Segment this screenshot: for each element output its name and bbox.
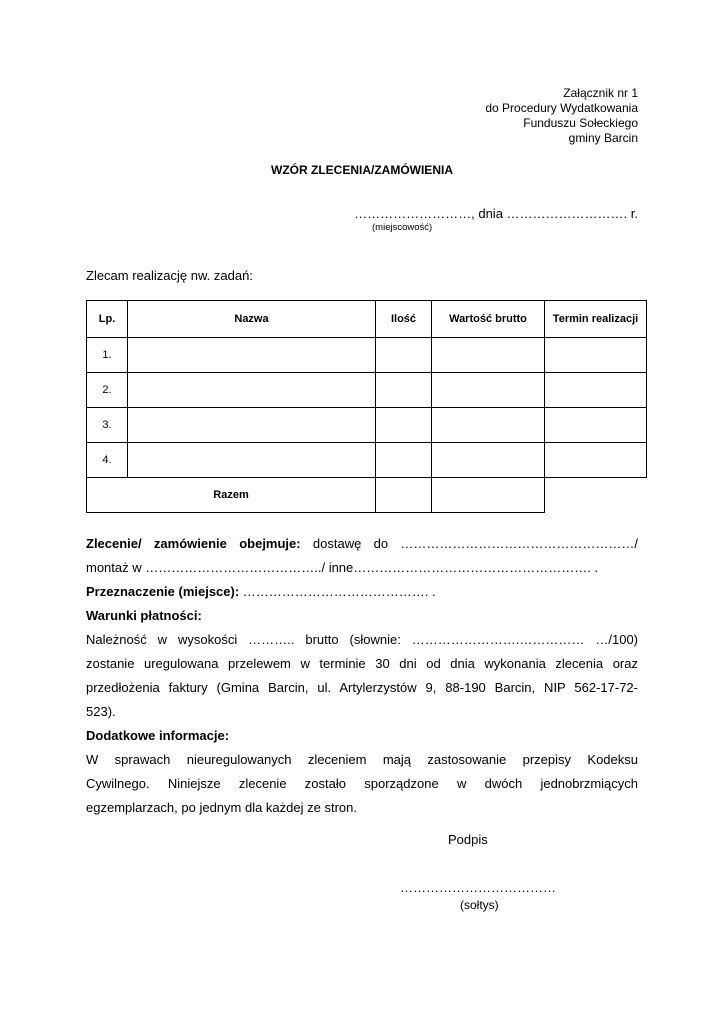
total-value-cell[interactable] (432, 478, 545, 513)
attachment-line-2: do Procedury Wydatkowania (485, 101, 638, 115)
row-name-cell[interactable] (128, 338, 376, 373)
extra-info-line-2: Cywilnego. Niniejsze zlecenie zostało sporządzone w dwóch jednobrzmiących (86, 776, 638, 791)
row-number: 4. (87, 443, 128, 478)
payment-line-3: przedłożenia faktury (Gmina Barcin, ul. Artylerzystów 9, 88-190 Barcin, NIP 562-17-72- (86, 680, 638, 695)
total-label: Razem (87, 478, 376, 513)
extra-info-line-1: W sprawach nieuregulowanych zleceniem mają zastosowanie przepisy Kodeksu (86, 752, 638, 767)
signature-line: ……………………………… (400, 880, 556, 895)
attachment-header (485, 86, 638, 146)
payment-line-1: Należność w wysokości ……….. brutto (słownie: …………………….…………… …/100) (86, 632, 638, 647)
row-deadline-cell[interactable] (545, 443, 647, 478)
document-title: WZÓR ZLECENIA/ZAMÓWIENIA (271, 163, 453, 177)
destination-text: ……………………………………. . (239, 584, 436, 599)
row-value-cell[interactable] (432, 338, 545, 373)
payment-label: Warunki płatności: (86, 608, 202, 623)
order-table (86, 300, 647, 513)
row-deadline-cell[interactable] (545, 373, 647, 408)
scope-text: dostawę do ………………………………………………/ (300, 536, 638, 551)
extra-info-label: Dodatkowe informacje: (86, 728, 230, 743)
header-quantity: Ilość (376, 301, 432, 338)
signature-caption: (sołtys) (460, 898, 499, 912)
row-name-cell[interactable] (128, 443, 376, 478)
scope-line-2: montaż w …………………………………../ inne………………………………………………. . (86, 560, 599, 575)
row-quantity-cell[interactable] (376, 338, 432, 373)
header-name: Nazwa (128, 301, 376, 338)
header-gross-value: Wartość brutto (432, 301, 545, 338)
row-deadline-cell[interactable] (545, 408, 647, 443)
table-row (87, 408, 647, 443)
scope-label: Zlecenie/ zamówienie obejmuje: (86, 536, 301, 551)
scope-line-1 (86, 532, 638, 556)
total-empty-cell (545, 478, 647, 513)
row-name-cell[interactable] (128, 373, 376, 408)
attachment-line-4: gminy Barcin (568, 131, 638, 145)
order-details (86, 532, 638, 820)
row-value-cell[interactable] (432, 408, 545, 443)
table-total-row (87, 478, 647, 513)
row-value-cell[interactable] (432, 443, 545, 478)
row-number: 2. (87, 373, 128, 408)
intro-text: Zlecam realizację nw. zadań: (86, 268, 253, 283)
attachment-line-1: Załącznik nr 1 (563, 86, 638, 100)
table-row (87, 338, 647, 373)
row-quantity-cell[interactable] (376, 373, 432, 408)
table-header-row (87, 301, 647, 338)
destination-line (86, 580, 638, 604)
payment-line-4: 523). (86, 704, 116, 719)
destination-label: Przeznaczenie (miejsce): (86, 584, 240, 599)
row-number: 3. (87, 408, 128, 443)
total-quantity-cell[interactable] (376, 478, 432, 513)
row-quantity-cell[interactable] (376, 408, 432, 443)
row-name-cell[interactable] (128, 408, 376, 443)
row-deadline-cell[interactable] (545, 338, 647, 373)
table-row (87, 373, 647, 408)
row-quantity-cell[interactable] (376, 443, 432, 478)
header-lp: Lp. (87, 301, 128, 338)
place-date-line: ………………………, dnia ………………………. r. (354, 206, 638, 221)
table-row (87, 443, 647, 478)
header-deadline: Termin realizacji (545, 301, 647, 338)
row-value-cell[interactable] (432, 373, 545, 408)
row-number: 1. (87, 338, 128, 373)
place-caption: (miejscowość) (372, 222, 433, 233)
payment-line-2: zostanie uregulowana przelewem w terminie 30 dni od dnia wykonania zlecenia oraz (86, 656, 638, 671)
attachment-line-3: Funduszu Sołeckiego (523, 116, 638, 130)
signature-label: Podpis (448, 832, 488, 847)
extra-info-line-3: egzemplarzach, po jednym dla każdej ze stron. (86, 800, 357, 815)
